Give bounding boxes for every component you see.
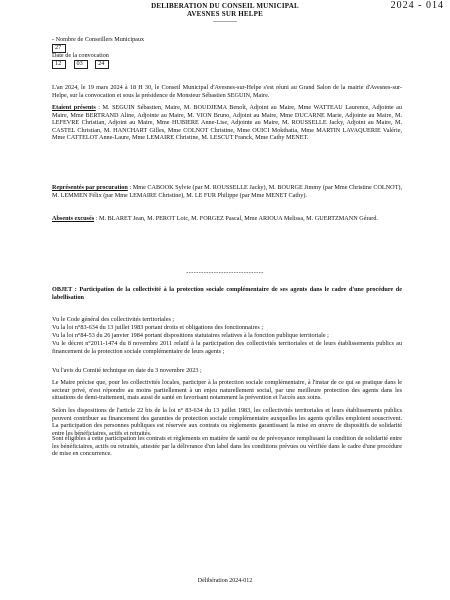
selon-paragraph: Selon les dispositions de l'article 22 bis de la loi n° 83-634 du 13 juillet 1983, les collectivités territoriales et leurs établissements publics peuvent contribuer au financement des garanties de protection sociale complémentaire auxquelles les agents qu'elles emploient souscrivent. La participation des personnes publiques est réservée aux contrats ou règlements garantissant la mise en œuvre de dispositifs de solidarité entre les bénéficiaires, actifs et retraités. [52, 407, 402, 437]
visa-item: Vu la loi n°84-53 du 26 janvier 1984 portant dispositions statutaires relatives à la fonction publique territoriale ; [52, 331, 329, 339]
visa-item: Vu la loi n°83-634 du 13 juillet 1983 portant droits et obligations des fonctionnaires ; [52, 323, 264, 331]
absents-paragraph [52, 215, 402, 223]
document-header [0, 0, 450, 25]
conseillers-label: - Nombre de Conseillers Municipaux [52, 36, 145, 43]
town-title: AVESNES SUR HELPE [186, 10, 264, 18]
avis-paragraph: Vu l'avis du Comité technique en date du 3 novembre 2023 ; [52, 367, 202, 374]
meeting-metadata [52, 36, 144, 68]
intro-paragraph: L'an 2024, le 19 mars 2024 à 18 H 30, le Conseil Municipal d'Avesnes-sur-Helpe s'est réuni au Grand Salon de la mairie d'Avesnes-sur-Helpe, sur la convocation et sous la présidence de Monsieur Sébastien SEGUIN, Maire. [52, 84, 402, 99]
procuration-text: : Mme CABOOK Sylvie (par M. ROUSSELLE Jacky), M. BOURGE Jimmy (par Mme Christine COLNOT), M. LEMMEN Félix (par Mme LEMAIRE Christine), M. LE FUR Philippe (par Mme MENET Cathy). [52, 184, 403, 199]
presents-label: Etaient présents [52, 104, 96, 111]
visa-item: Vu le décret n°2011-1474 du 8 novembre 2011 relatif à la participation des collectivités territoriales et de leurs établissements publics au financement de la protection sociale complémentaire de leurs agents ; [52, 339, 402, 355]
maire-paragraph: Le Maire précise que, pour les collectivités locales, participer à la protection sociale complémentaire, à l'instar de ce qui se pratique dans le secteur privé, n'est répondre au moins partiellement à un enjeu naturellement social, par une meilleure protection des agents dans les situations de demi-traitement, mais aussi de santé en favorisant notamment la prévention et l'accès aux soins. [52, 379, 402, 402]
presents-paragraph [52, 104, 402, 142]
convocation-label: Date de la convocation [52, 52, 109, 59]
deliberation-reference: 2024 - 014 [390, 0, 444, 11]
presents-text: : M. SEGUIN Sébastien, Maire, M. BOUDJEMA Benoît, Adjoint au Maire, Mme WATTEAU Laurence, Adjointe au Maire, Mme BERTRAND Aline, Adjointe au Maire, M. VION Bruno, Adjoint au Maire, Mme DUCARNE Marie, Adjointe au Maire, M. LEFEVRE Christian, Adjoint au Maire, Mme HUBIERE Anne-Lise, Adjointe au Maire, M. ROUSSELLE Jacky, Adjoint au Maire, M. CASTEL Christian, M. HANCHART Gilles, Mme COLNOT Christine, Mme OUICI Mokthatia, Mme MARTIN LAVAQUERIE Valérie, Mme CATTELOT Anne-Laure, Mme LEMAIRE Christine, M. LESCUT Franck, Mme Cathy MENET. [52, 104, 403, 142]
objet-paragraph: OBJET : Participation de la collectivité à la protection sociale complémentaire de ses agents dans le cadre d'une procédure de labellisation [52, 286, 402, 301]
council-title: DELIBERATION DU CONSEIL MUNICIPAL [151, 2, 299, 10]
page-footer: Délibération 2024-012 [197, 578, 253, 584]
visa-item: Vu le Code général des collectivités territoriales ; [52, 316, 175, 323]
section-divider: ------------------------------- [186, 270, 264, 276]
procuration-label: Représentés par procuration [52, 184, 128, 191]
absents-label: Absents excusés [52, 215, 95, 222]
convocation-year: 24 [95, 60, 109, 69]
absents-text: : M. BLARET Jean, M. PEROT Loic, M. FORGEZ Pascal, Mme ARIOUA Melissa, M. GUERTZMANN Gérard. [95, 215, 378, 222]
convocation-month: 03 [74, 60, 88, 69]
sont-paragraph: Sont éligibles à cette participation les contrats et règlements en matière de santé ou de prévoyance remplissant la condition de solidarité entre les bénéficiaires, actifs ou retraités, attestée par la délivrance d'un label dans les conditions prévues ou vérifiée dans le cadre d'une procédure de mise en concurrence. [52, 435, 402, 458]
convocation-day: 12 [52, 60, 66, 69]
header-separator: ------------ [213, 19, 237, 25]
conseillers-count: 27 [52, 44, 66, 53]
visas-list [52, 316, 402, 356]
procuration-paragraph [52, 184, 402, 199]
